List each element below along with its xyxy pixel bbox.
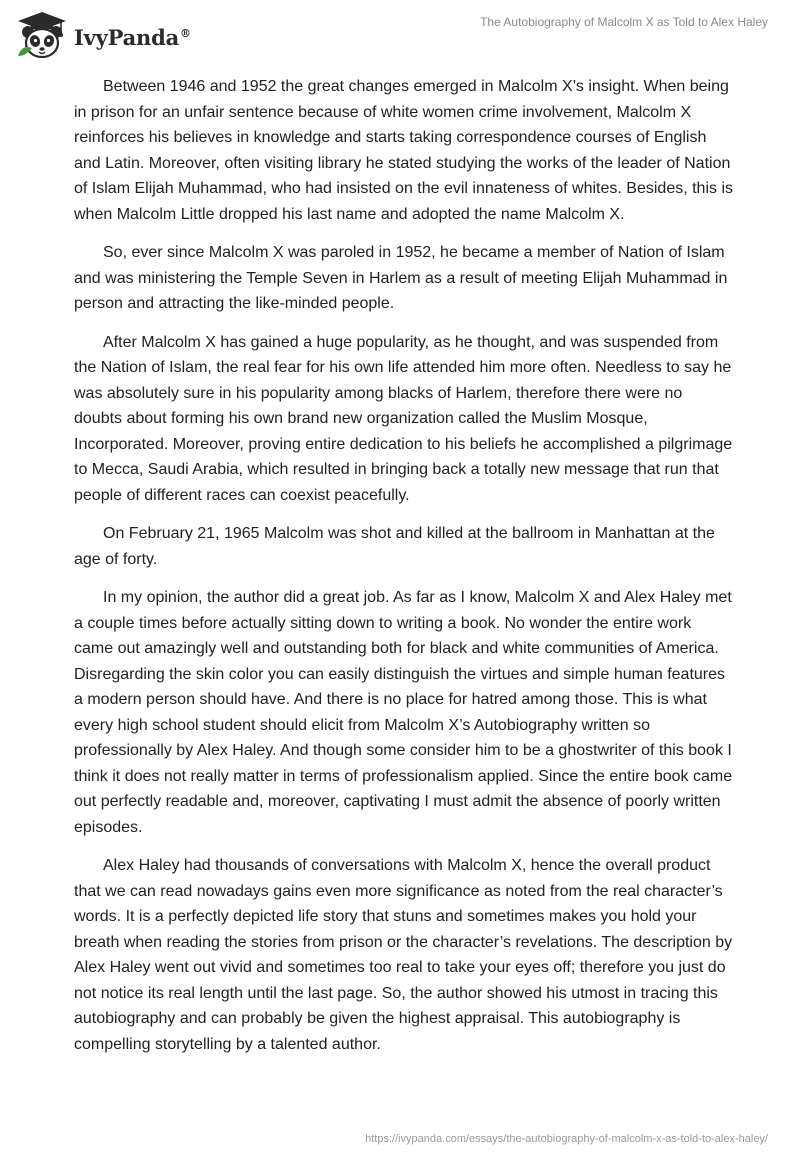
- paragraph: Between 1946 and 1952 the great changes emerged in Malcolm X’s insight. When being in prison for an unfair sentence because of white women crime involvement, Malcolm X reinforces his believes in knowledge and starts taking correspondence courses of English and Latin. Moreover, often visiting library he stated studying the works of the leader of Nation of Islam Elijah Muhammad, who had insisted on the evil innateness of whites. Besides, this is when Malcolm Little dropped his last name and adopted the name Malcolm X.: [74, 78, 733, 223]
- document-title: The Autobiography of Malcolm X as Told to Alex Haley: [480, 15, 768, 29]
- panda-graduation-cap-icon: [14, 10, 70, 62]
- paragraph: On February 21, 1965 Malcolm was shot and killed at the ballroom in Manhattan at the age of forty.: [74, 525, 715, 568]
- page-header: [0, 0, 800, 70]
- source-url[interactable]: https://ivypanda.com/essays/the-autobiography-of-malcolm-x-as-told-to-alex-haley/: [365, 1133, 768, 1145]
- paragraph: In my opinion, the author did a great job. As far as I know, Malcolm X and Alex Haley met a couple times before actually sitting down to writing a book. No wonder the entire work came out amazingly well and outstanding both for black and white communities of America. Disregarding the skin color you can easily distinguish the virtues and simple human features a modern person should have. And there is no place for hatred among those. This is what every high school student should elicit from Malcolm X’s Autobiography written so professionally by Alex Haley. And though some consider him to be a ghostwriter of this book I think it does not really matter in terms of professionalism applied. Since the entire book came out perfectly readable and, moreover, captivating I must admit the absence of poorly written episodes.: [74, 589, 733, 836]
- paragraph: So, ever since Malcolm X was paroled in 1952, he became a member of Nation of Islam and was ministering the Temple Seven in Harlem as a result of meeting Elijah Muhammad in person and attracting the like-minded people.: [74, 244, 728, 312]
- paragraph: Alex Haley had thousands of conversations with Malcolm X, hence the overall product that we can read nowadays gains even more significance as noted from the real character’s words. It is a perfectly depicted life story that stuns and sometimes makes you hold your breath when reading the stories from prison or the character’s revelations. The description by Alex Haley went out vivid and sometimes too real to take your eyes off; therefore you just do not notice its real length until the last page. So, the author showed his utmost in tracing this autobiography and can probably be given the highest appraisal. This autobiography is compelling storytelling by a talented author.: [74, 857, 733, 1053]
- paragraph: After Malcolm X has gained a huge popularity, as he thought, and was suspended from the Nation of Islam, the real fear for his own life attended him more often. Needless to say he was absolutely sure in his popularity among blacks of Harlem, therefore there were no doubts about forming his own brand new organization called the Muslim Mosque, Incorporated. Moreover, proving entire dedication to his beliefs he accomplished a pilgrimage to Mecca, Saudi Arabia, which resulted in bringing back a totally new message that run that people of different races can coexist peacefully.: [74, 333, 733, 504]
- ivypanda-logo[interactable]: [14, 10, 191, 62]
- essay-body: [74, 74, 734, 1070]
- logo-wordmark: IvyPanda®: [74, 24, 191, 50]
